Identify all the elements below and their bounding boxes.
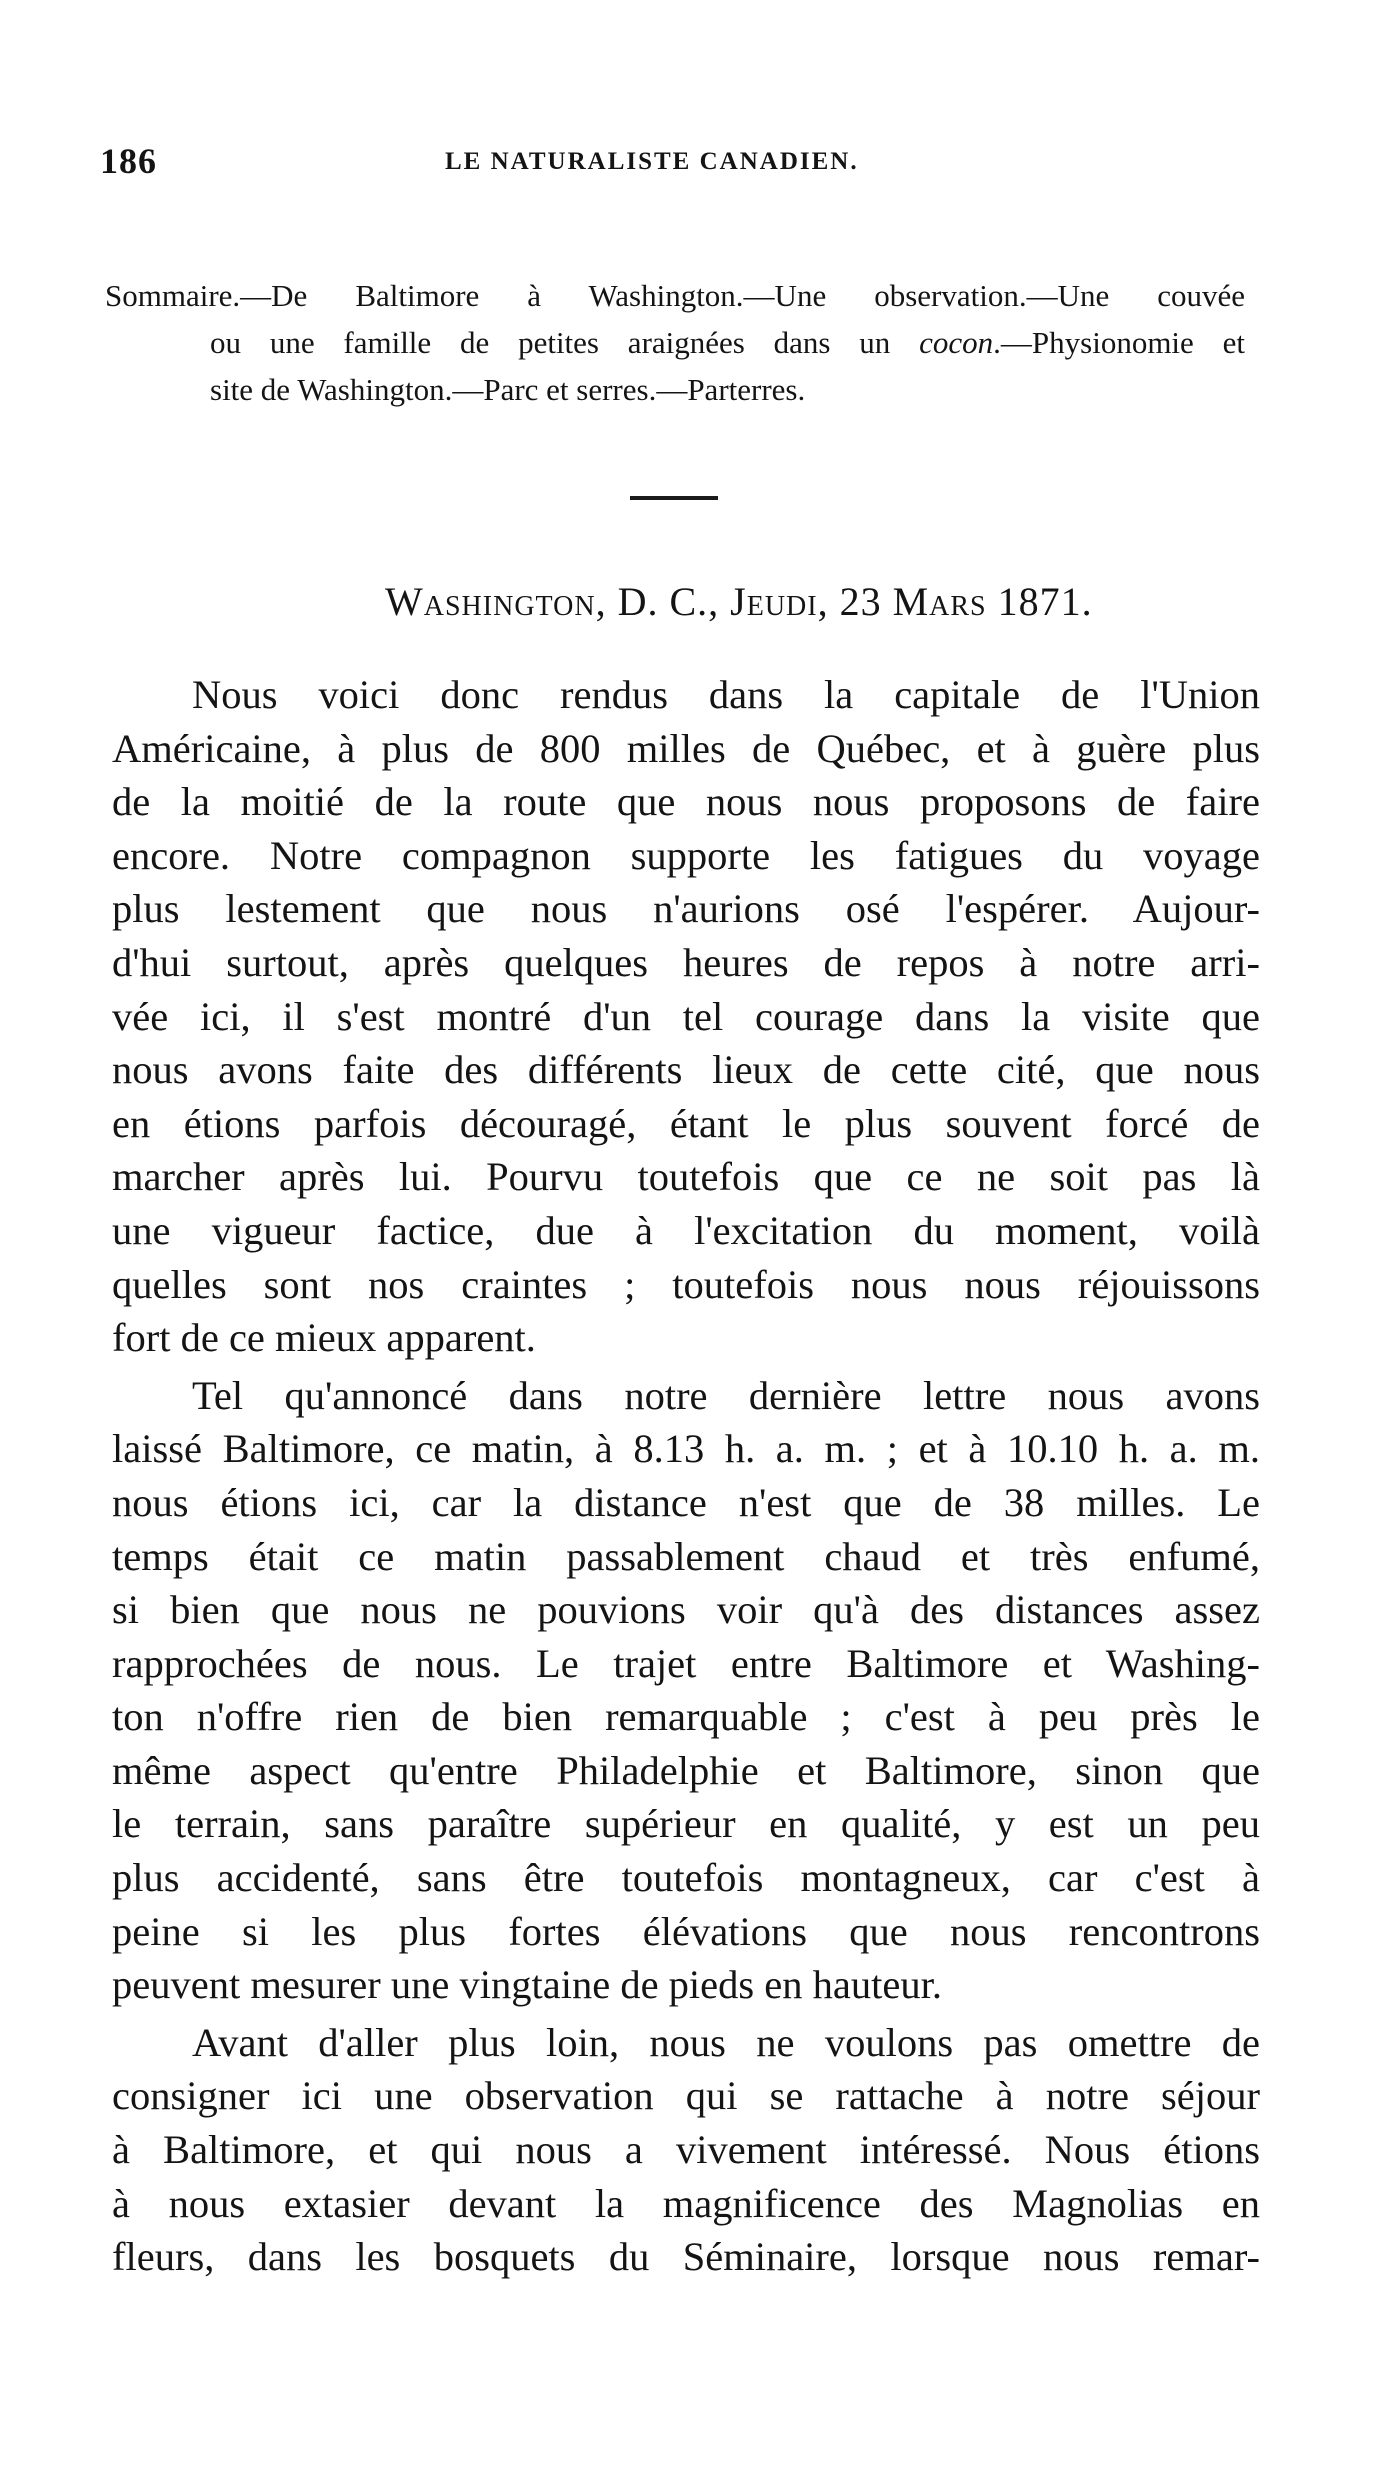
- text-line: de la moitié de la route que nous nous proposons de faire: [112, 779, 1260, 825]
- paragraph-3: [112, 2016, 1260, 2284]
- text-line: vée ici, il s'est montré d'un tel courage dans la visite que: [112, 993, 1260, 1039]
- text-line: Tel qu'annoncé dans notre dernière lettre nous avons: [192, 1372, 1260, 1418]
- text-line: le terrain, sans paraître supérieur en qualité, y est un peu: [112, 1801, 1260, 1847]
- text-line: laissé Baltimore, ce matin, à 8.13 h. a. m. ; et à 10.10 h. a. m.: [112, 1426, 1260, 1472]
- text-line: d'hui surtout, après quelques heures de repos à notre arri-: [112, 939, 1260, 985]
- dateline: [385, 578, 1093, 625]
- section-divider: [630, 496, 718, 500]
- text-line: si bien que nous ne pouvions voir qu'à des distances assez: [112, 1587, 1260, 1633]
- text-line: nous avons faite des différents lieux de cette cité, que nous: [112, 1047, 1260, 1093]
- text-line: quelles sont nos craintes ; toutefois nous nous réjouissons: [112, 1261, 1260, 1307]
- text-line: une vigueur factice, due à l'excitation du moment, voilà: [112, 1207, 1260, 1253]
- text-line: marcher après lui. Pourvu toutefois que ce ne soit pas là: [112, 1154, 1260, 1200]
- summary-line: ou une famille de petites araignées dans un cocon.—Physionomie et: [210, 325, 1245, 360]
- paragraph-1: [112, 668, 1260, 1365]
- summary-line: site de Washington.—Parc et serres.—Parterres.: [210, 372, 806, 407]
- dateline-month: Mars: [892, 579, 987, 624]
- text-line: peuvent mesurer une vingtaine de pieds en hauteur.: [112, 1962, 942, 2008]
- text-line: à nous extasier devant la magnificence des Magnolias en: [112, 2180, 1260, 2226]
- text-line: plus accidenté, sans être toutefois montagneux, car c'est à: [112, 1855, 1260, 1901]
- text-line: en étions parfois découragé, étant le plus souvent forcé de: [112, 1100, 1260, 1146]
- text-line: fort de ce mieux apparent.: [112, 1315, 536, 1361]
- text-line: peine si les plus fortes élévations que nous rencontrons: [112, 1908, 1260, 1954]
- text-line: à Baltimore, et qui nous a vivement intéressé. Nous étions: [112, 2127, 1260, 2173]
- text-line: consigner ici une observation qui se rattache à notre séjour: [112, 2073, 1260, 2119]
- text-line: nous étions ici, car la distance n'est que de 38 milles. Le: [112, 1479, 1260, 1525]
- text-line: même aspect qu'entre Philadelphie et Baltimore, sinon que: [112, 1747, 1260, 1793]
- dateline-year: 1871.: [986, 579, 1093, 624]
- text-line: fleurs, dans les bosquets du Séminaire, lorsque nous remar-: [112, 2234, 1260, 2280]
- summary-line: Sommaire.—De Baltimore à Washington.—Une observation.—Une couvée: [105, 278, 1245, 313]
- text-line: plus lestement que nous n'aurions osé l'espérer. Aujour-: [112, 886, 1260, 932]
- text-line: Nous voici donc rendus dans la capitale de l'Union: [192, 672, 1260, 717]
- text-line: Américaine, à plus de 800 milles de Québec, et à guère plus: [112, 725, 1260, 771]
- text-line: ton n'offre rien de bien remarquable ; c'est à peu près le: [112, 1694, 1260, 1740]
- text-line: rapprochées de nous. Le trajet entre Baltimore et Washing-: [112, 1640, 1260, 1686]
- paragraph-2: [112, 1369, 1260, 2012]
- dateline-place: Washington: [385, 579, 596, 624]
- text-line: Avant d'aller plus loin, nous ne voulons pas omettre de: [192, 2019, 1260, 2065]
- text-line: temps était ce matin passablement chaud et très enfumé,: [112, 1533, 1260, 1579]
- page-number: 186: [100, 141, 157, 181]
- dateline-day: Jeudi: [730, 579, 818, 624]
- running-head: [100, 140, 1260, 184]
- journal-title: LE NATURALISTE CANADIEN.: [445, 148, 859, 175]
- text-line: encore. Notre compagnon supporte les fatigues du voyage: [112, 832, 1260, 878]
- dateline-region: , D. C.,: [595, 579, 731, 624]
- dateline-date: , 23: [817, 579, 893, 624]
- body-text: [112, 668, 1260, 2284]
- chapter-summary: [105, 272, 1245, 413]
